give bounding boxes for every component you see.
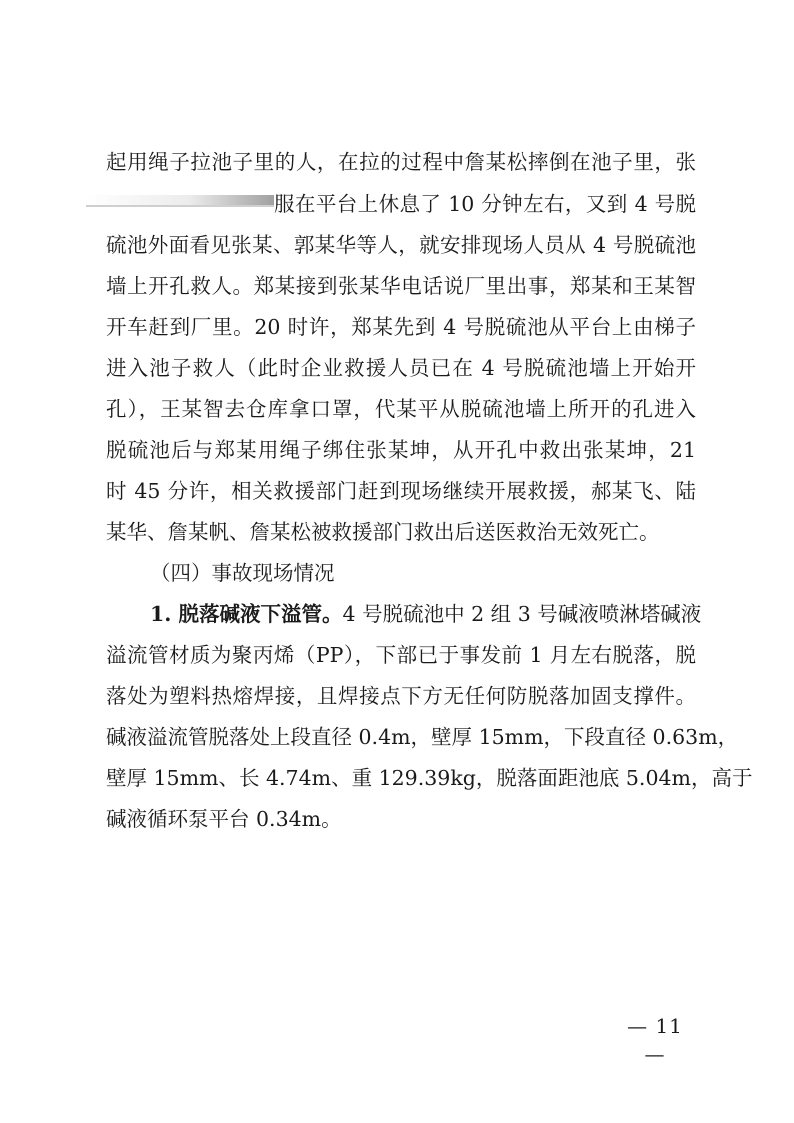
scan-mark	[86, 195, 274, 207]
body-line-9: 时 45 分许，相关救援部门赶到现场继续开展救援，郝某飞、陆	[106, 479, 696, 503]
body-line-2: 服在平台上休息了 10 分钟左右，又到 4 号脱	[274, 192, 696, 216]
item-1-line-2: 溢流管材质为聚丙烯（PP），下部已于事发前 1 月左右脱落，脱	[106, 643, 696, 667]
item-1-first-line	[150, 600, 702, 628]
item-1-line-5: 壁厚 15mm、长 4.74m、重 129.39kg，脱落面距池底 5.04m，高于	[106, 766, 753, 790]
body-line-4: 墙上开孔救人。郑某接到张某华电话说厂里出事，郑某和王某智	[106, 274, 696, 298]
page-number: — 11 —	[627, 1014, 683, 1066]
body-line-6: 进入池子救人（此时企业救援人员已在 4 号脱硫池墙上开始开	[106, 356, 696, 380]
item-1-line-4: 碱液溢流管脱落处上段直径 0.4m，壁厚 15mm，下段直径 0.63m，	[106, 725, 739, 749]
item-1-text-1: 4 号脱硫池中 2 组 3 号碱液喷淋塔碱液	[342, 602, 702, 626]
item-1-line-6: 碱液循环泵平台 0.34m。	[106, 807, 342, 831]
body-line-8: 脱硫池后与郑某用绳子绑住张某坤，从开孔中救出张某坤，21	[106, 438, 696, 462]
body-line-7: 孔），王某智去仓库拿口罩，代某平从脱硫池墙上所开的孔进入	[106, 397, 696, 421]
body-line-3: 硫池外面看见张某、郭某华等人，就安排现场人员从 4 号脱硫池	[106, 233, 696, 257]
body-line-5: 开车赶到厂里。20 时许，郑某先到 4 号脱硫池从平台上由梯子	[106, 315, 696, 339]
item-1-line-3: 落处为塑料热熔焊接，且焊接点下方无任何防脱落加固支撑件。	[106, 684, 696, 708]
section-heading: （四）事故现场情况	[150, 561, 335, 585]
body-line-10: 某华、詹某帆、詹某松被救援部门救出后送医救治无效死亡。	[106, 520, 660, 544]
item-1-title: 1. 脱落碱液下溢管。	[150, 602, 343, 626]
body-line-1: 起用绳子拉池子里的人，在拉的过程中詹某松摔倒在池子里，张	[106, 150, 696, 174]
